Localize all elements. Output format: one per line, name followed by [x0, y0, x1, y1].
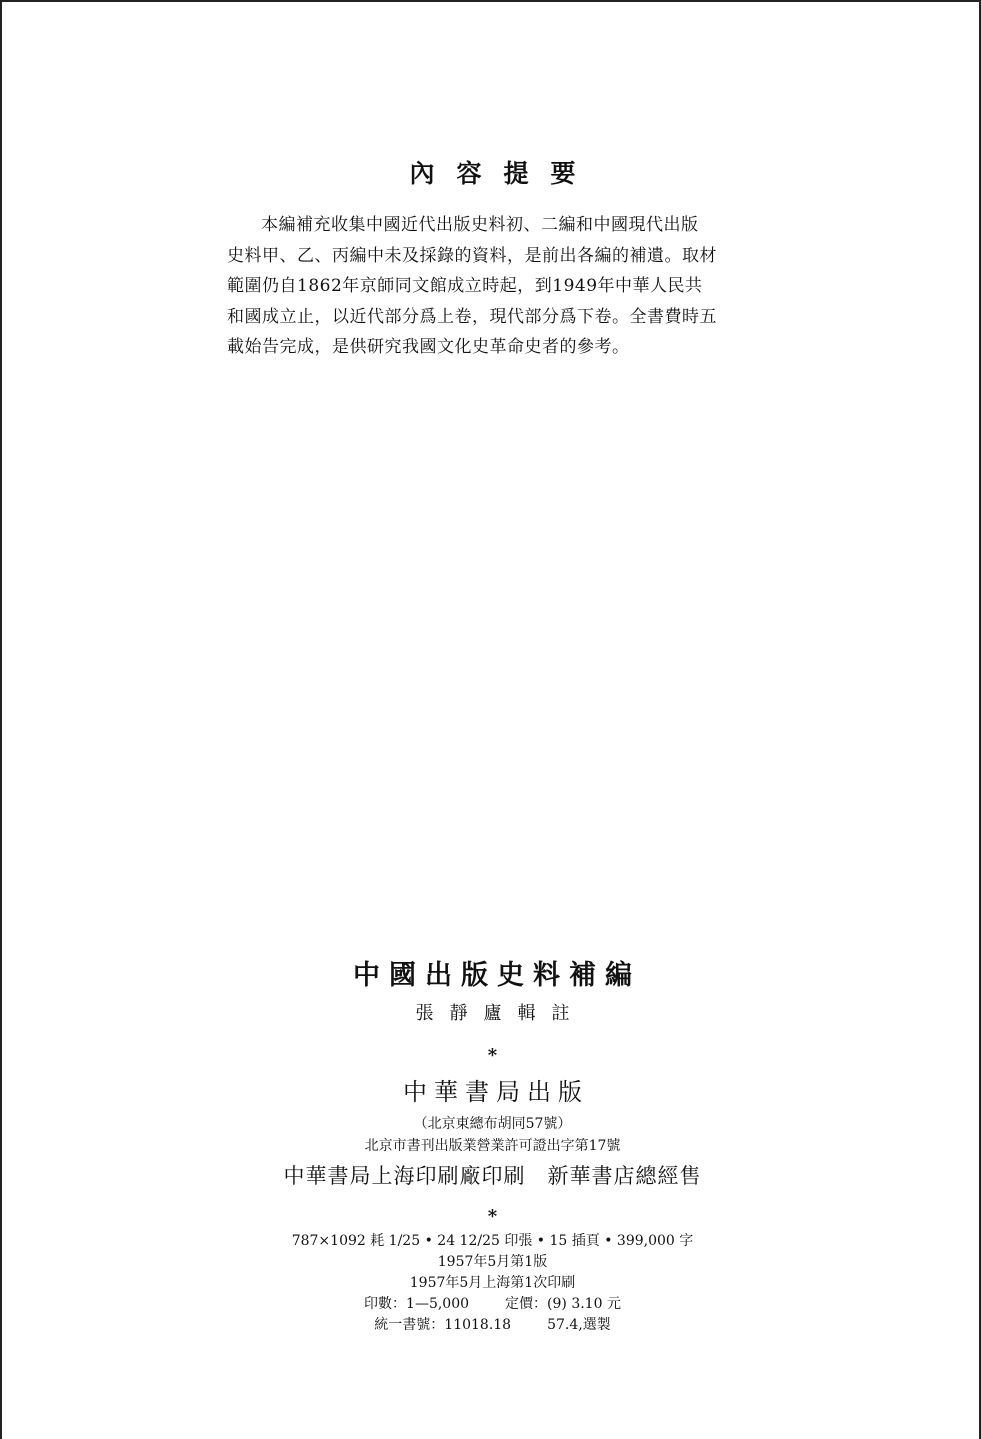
distributor-name: 新華書店總經售 [547, 1164, 702, 1188]
book-number: 統一書號：11018.18 [374, 1317, 512, 1333]
book-number-line [2, 1315, 981, 1336]
format-spec: 787×1092 耗 1/25 • 24 12/25 印張 • 15 插頁 • 399,000 字 [291, 1233, 694, 1249]
summary-title: 內容提要 [409, 159, 598, 188]
category-code: 57.4,選製 [547, 1317, 611, 1333]
book-title: 中國出版史料補編 [353, 960, 641, 991]
publisher-name: 中華書局出版 [403, 1078, 589, 1106]
print-run-price-line [2, 1294, 981, 1315]
separator-asterisk: * [487, 1045, 498, 1066]
summary-line: 載始告完成，是供研究我國文化史革命史者的參考。 [227, 337, 630, 357]
editor-credit: 張靜廬輯註 [415, 1003, 586, 1024]
price: 定價：(9) 3.10 元 [505, 1296, 621, 1312]
edition-date: 1957年5月第1版 [437, 1254, 548, 1270]
summary-line: 和國成立止，以近代部分爲上卷，現代部分爲下卷。全書費時五 [227, 306, 717, 327]
printer-name: 中華書局上海印刷廠印刷 [283, 1164, 526, 1188]
printer-distributor-line [2, 1159, 981, 1193]
summary-line: 範圍仍自1862年京師同文館成立時起，到1949年中華人民共 [227, 276, 703, 296]
colophon-block [2, 957, 981, 1336]
summary-line: 史料甲、乙、丙編中未及採錄的資料，是前出各編的補遺。取材 [227, 245, 717, 266]
print-run: 印數：1—5,000 [364, 1296, 470, 1312]
separator-asterisk: * [487, 1206, 498, 1227]
printing-date: 1957年5月上海第1次印刷 [409, 1275, 576, 1291]
summary-line: 本編補充收集中國近代出版史料初、二編和中國現代出版 [261, 215, 699, 235]
publishing-license: 北京市書刊出版業營業許可證出字第17號 [364, 1138, 621, 1154]
publisher-address: （北京東總布胡同57號） [413, 1116, 572, 1132]
summary-body [227, 210, 752, 363]
